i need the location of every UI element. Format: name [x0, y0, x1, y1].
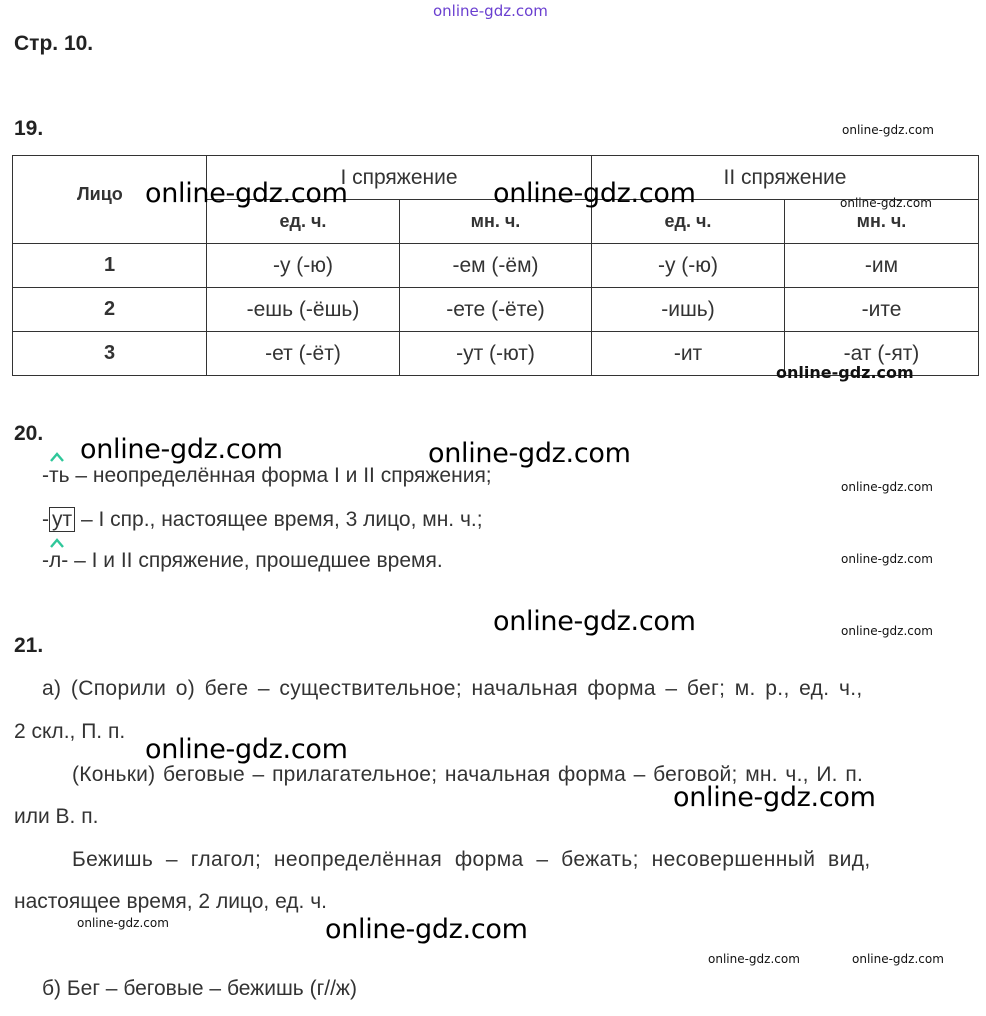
group-header-1: I спряжение [207, 156, 592, 200]
ex20-line-2-prefix: - [42, 508, 49, 531]
watermark-big: online-gdz.com [428, 438, 631, 469]
watermark-big: online-gdz.com [493, 606, 696, 637]
watermark-small: online-gdz.com [708, 952, 800, 966]
watermark-big: online-gdz.com [493, 178, 696, 209]
caret-mark-icon [50, 452, 64, 462]
ex21-b-line-2: или В. п. [14, 805, 99, 828]
exercise-21-number: 21. [14, 634, 44, 657]
watermark-small: online-gdz.com [77, 916, 169, 930]
face-header: Лицо [13, 156, 207, 244]
subheader-1: ед. ч. [207, 200, 400, 244]
table-row [13, 288, 979, 332]
watermark-big: online-gdz.com [80, 434, 283, 465]
table-cell: -ем (-ём) [400, 244, 592, 288]
ex21-c-line-2: настоящее время, 2 лицо, ед. ч. [14, 890, 327, 913]
group-header-2: II спряжение [592, 156, 979, 200]
table-cell: -ешь (-ёшь) [207, 288, 400, 332]
table-cell: -ет (-ёт) [207, 332, 400, 376]
table-row [13, 244, 979, 288]
person-cell: 3 [13, 332, 207, 376]
watermark-small: online-gdz.com [842, 123, 934, 137]
watermark-small: online-gdz.com [840, 196, 932, 210]
watermark-small: online-gdz.com [776, 363, 914, 382]
table-cell: -ишь) [592, 288, 785, 332]
watermark-small: online-gdz.com [852, 952, 944, 966]
watermark-small: online-gdz.com [841, 480, 933, 494]
table-cell: -ете (-ёте) [400, 288, 592, 332]
subheader-3: ед. ч. [592, 200, 785, 244]
ex20-line-2 [42, 508, 483, 532]
page-label: Стр. 10. [14, 32, 94, 55]
watermark-big: online-gdz.com [325, 914, 528, 945]
subheader-2: мн. ч. [400, 200, 592, 244]
table-cell: -у (-ю) [207, 244, 400, 288]
ex20-line-3: -л- – I и II спряжение, прошедшее время. [42, 549, 443, 572]
subheader-4: мн. ч. [785, 200, 979, 244]
caret-mark-icon [50, 538, 64, 548]
ex20-line-1: -ть – неопределённая форма I и II спряжения; [42, 464, 492, 487]
watermark-big: online-gdz.com [145, 734, 348, 765]
exercise-20-number: 20. [14, 422, 44, 445]
table-cell: -у (-ю) [592, 244, 785, 288]
watermark-small: online-gdz.com [841, 552, 933, 566]
ex21-a-line-1: а) (Спорили о) беге – существительное; начальная форма – бег; м. р., ед. ч., [42, 677, 863, 700]
watermark-small: online-gdz.com [841, 624, 933, 638]
table-cell: -ит [592, 332, 785, 376]
ex20-line-2-rest: – I спр., настоящее время, 3 лицо, мн. ч.; [75, 508, 483, 531]
table-cell: -ут (-ют) [400, 332, 592, 376]
person-cell: 1 [13, 244, 207, 288]
table-cell: -им [785, 244, 979, 288]
ex21-b-line-1: (Коньки) беговые – прилагательное; начальная форма – беговой; мн. ч., И. п. [72, 763, 864, 786]
table-cell: -ат (-ят) [785, 332, 979, 376]
watermark-big: online-gdz.com [145, 178, 348, 209]
watermark-top: online-gdz.com [433, 2, 548, 20]
exercise-19-number: 19. [14, 117, 44, 140]
watermark-big: online-gdz.com [673, 782, 876, 813]
person-cell: 2 [13, 288, 207, 332]
ending-box: ут [49, 507, 75, 532]
ex21-a-line-2: 2 скл., П. п. [14, 720, 126, 743]
ex21-b-answer: б) Бег – беговые – бежишь (г//ж) [42, 977, 357, 1000]
table-cell: -ите [785, 288, 979, 332]
ex21-c-line-1: Бежишь – глагол; неопределённая форма – бежать; несовершенный вид, [72, 848, 871, 871]
